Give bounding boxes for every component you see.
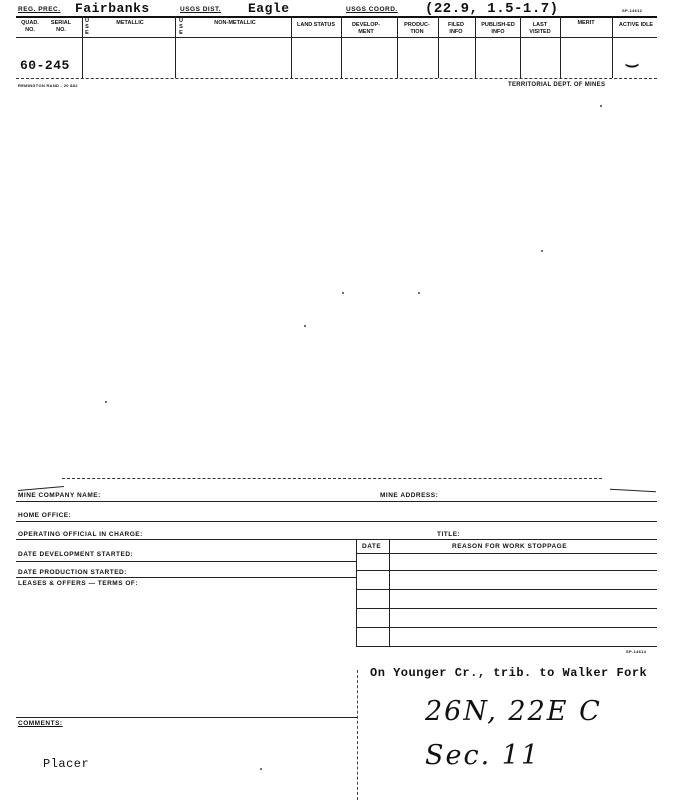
table-date-sep [389,539,390,647]
col-use-2: U S E [179,18,183,36]
col-serial-no: SERIAL NO. [50,20,72,33]
rule-development [16,561,356,562]
rule-official [16,539,657,540]
reg-prec-value: Fairbanks [75,1,150,16]
table-bottom-rule [356,646,657,647]
col-quad-no: QUAD. NO. [21,20,39,33]
scan-speck [600,105,602,107]
reason-col-header: REASON FOR WORK STOPPAGE [452,543,568,550]
usgs-dist-value: Eagle [248,1,290,16]
usgs-coord-value: (22.9, 1.5-1.7) [425,1,559,17]
lower-card-top-rule [62,478,602,479]
table-row-2 [356,589,657,590]
rule-comments [16,717,357,718]
card-bottom-rule [16,78,657,79]
rule-company [16,501,657,502]
scan-speck [541,250,543,252]
comments-label: COMMENTS: [18,720,63,727]
col-sep-7 [475,16,476,78]
lower-card-stroke-right [610,489,656,492]
table-left-border [356,539,357,647]
table-row-1 [356,570,657,571]
usgs-dist-label: USGS DIST. [180,6,222,13]
scan-speck [304,325,306,327]
col-sep-8 [520,16,521,78]
home-office-label: HOME OFFICE: [18,512,72,519]
scan-speck [342,292,344,294]
quad-serial-value: 60-245 [20,58,70,73]
rule-home-office [16,521,657,522]
col-sep-6 [438,16,439,78]
active-idle-mark: ) [623,61,640,71]
col-use-1: U S E [85,18,89,36]
date-production-label: DATE PRODUCTION STARTED: [18,569,127,576]
table-row-4 [356,627,657,628]
col-sep-2 [175,16,176,78]
table-row-3 [356,608,657,609]
mine-company-name-label: MINE COMPANY NAME: [18,492,101,499]
printer-code: REMINGTON RAND - 20 882 [18,83,78,88]
comments-value: Placer [43,757,90,771]
handwritten-township: 26N, 22E C [425,696,602,727]
col-merit: MERIT [577,20,595,26]
title-label: TITLE: [437,531,461,538]
col-sep-5 [397,16,398,78]
department-name: TERRITORIAL DEPT. OF MINES [508,82,606,88]
table-header-rule [356,553,657,554]
leases-label: LEASES & OFFERS — TERMS OF: [18,580,139,587]
operating-official-label: OPERATING OFFICIAL IN CHARGE: [18,531,143,538]
col-last-visited: LAST VISITED [529,22,551,35]
col-filed-info: FILED INFO [448,22,464,35]
date-development-label: DATE DEVELOPMENT STARTED: [18,551,134,558]
col-published-info: PUBLISH-ED INFO [481,22,515,35]
lower-card-stroke-left [18,486,64,491]
col-land-status: LAND STATUS [297,22,335,28]
col-sep-4 [341,16,342,78]
col-sep-9 [560,16,561,78]
col-non-metallic: NON-METALLIC [214,20,256,26]
col-sep-1 [82,16,83,78]
col-active-idle: ACTIVE IDLE [618,22,654,28]
usgs-coord-label: USGS COORD. [346,6,398,13]
form-code-top: SP-14612 [622,8,643,13]
col-production: PRODUC-TION [404,22,430,35]
rule-production [16,577,356,578]
mine-address-label: MINE ADDRESS: [380,492,439,499]
form-code-bottom: SP-14614 [626,649,647,654]
scan-speck [260,768,262,770]
col-development: DEVELOP-MENT [351,22,381,35]
scan-speck [105,401,107,403]
reg-prec-label: REG. PREC. [18,6,61,13]
location-note: On Younger Cr., trib. to Walker Fork [370,666,648,680]
col-sep-3 [291,16,292,78]
date-col-header: DATE [362,543,382,550]
col-sep-10 [612,16,613,78]
col-metallic: METALLIC [116,20,144,26]
scan-speck [418,292,420,294]
handwritten-section: Sec. 11 [425,740,541,771]
comments-divider [357,670,358,800]
